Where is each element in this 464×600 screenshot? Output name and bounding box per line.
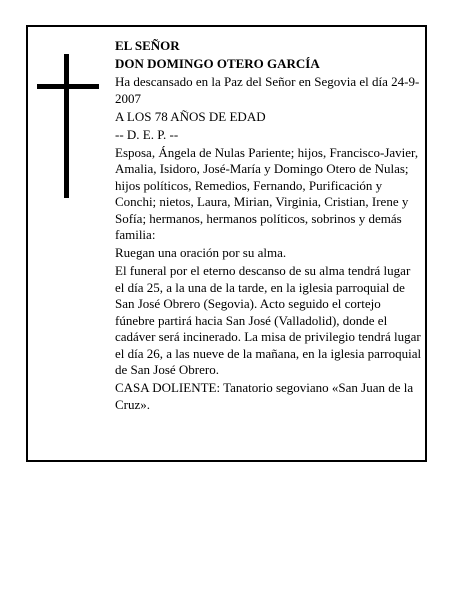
funeral-details: El funeral por el eterno descanso de su alma tendrá lugar el día 25, a la una de la tarde, en la iglesia parroquial de San José Obrero (Segovia). Acto seguido el cortejo fúnebre partirá hacia San José (Valladolid), donde el cadáver será incinerado. La misa de privilegio tendrá lugar el día 26, a las nueve de la mañana, en la iglesia parroquial de San José Obrero.	[115, 263, 422, 377]
death-announcement: Ha descansado en la Paz del Señor en Segovia el día 24-9-2007	[115, 74, 420, 106]
cross-horizontal-bar	[37, 84, 99, 89]
notice-title: EL SEÑOR	[115, 38, 180, 53]
cross-icon	[37, 54, 99, 198]
prayer-request: Ruegan una oración por su alma.	[115, 245, 287, 260]
cross-vertical-bar	[64, 54, 69, 198]
rip-line: -- D. E. P. --	[115, 126, 179, 142]
notice-body	[115, 38, 422, 415]
family-list: Esposa, Ángela de Nulas Pariente; hijos, Francisco-Javier, Amalia, Isidoro, José-María y Domingo Otero de Nulas; hijos políticos, Remedios, Fernando, Purificación y Conchi; nietos, Laura, Mirian, Virginia, Cristian, Irene y Sofía; hermanos, hermanos políticos, sobrinos y demás familia:	[115, 144, 419, 242]
age-line: A LOS 78 AÑOS DE EDAD	[115, 108, 266, 124]
mourning-house: CASA DOLIENTE: Tanatorio segoviano «San Juan de la Cruz».	[115, 380, 414, 412]
deceased-name: DON DOMINGO OTERO GARCÍA	[115, 56, 320, 71]
